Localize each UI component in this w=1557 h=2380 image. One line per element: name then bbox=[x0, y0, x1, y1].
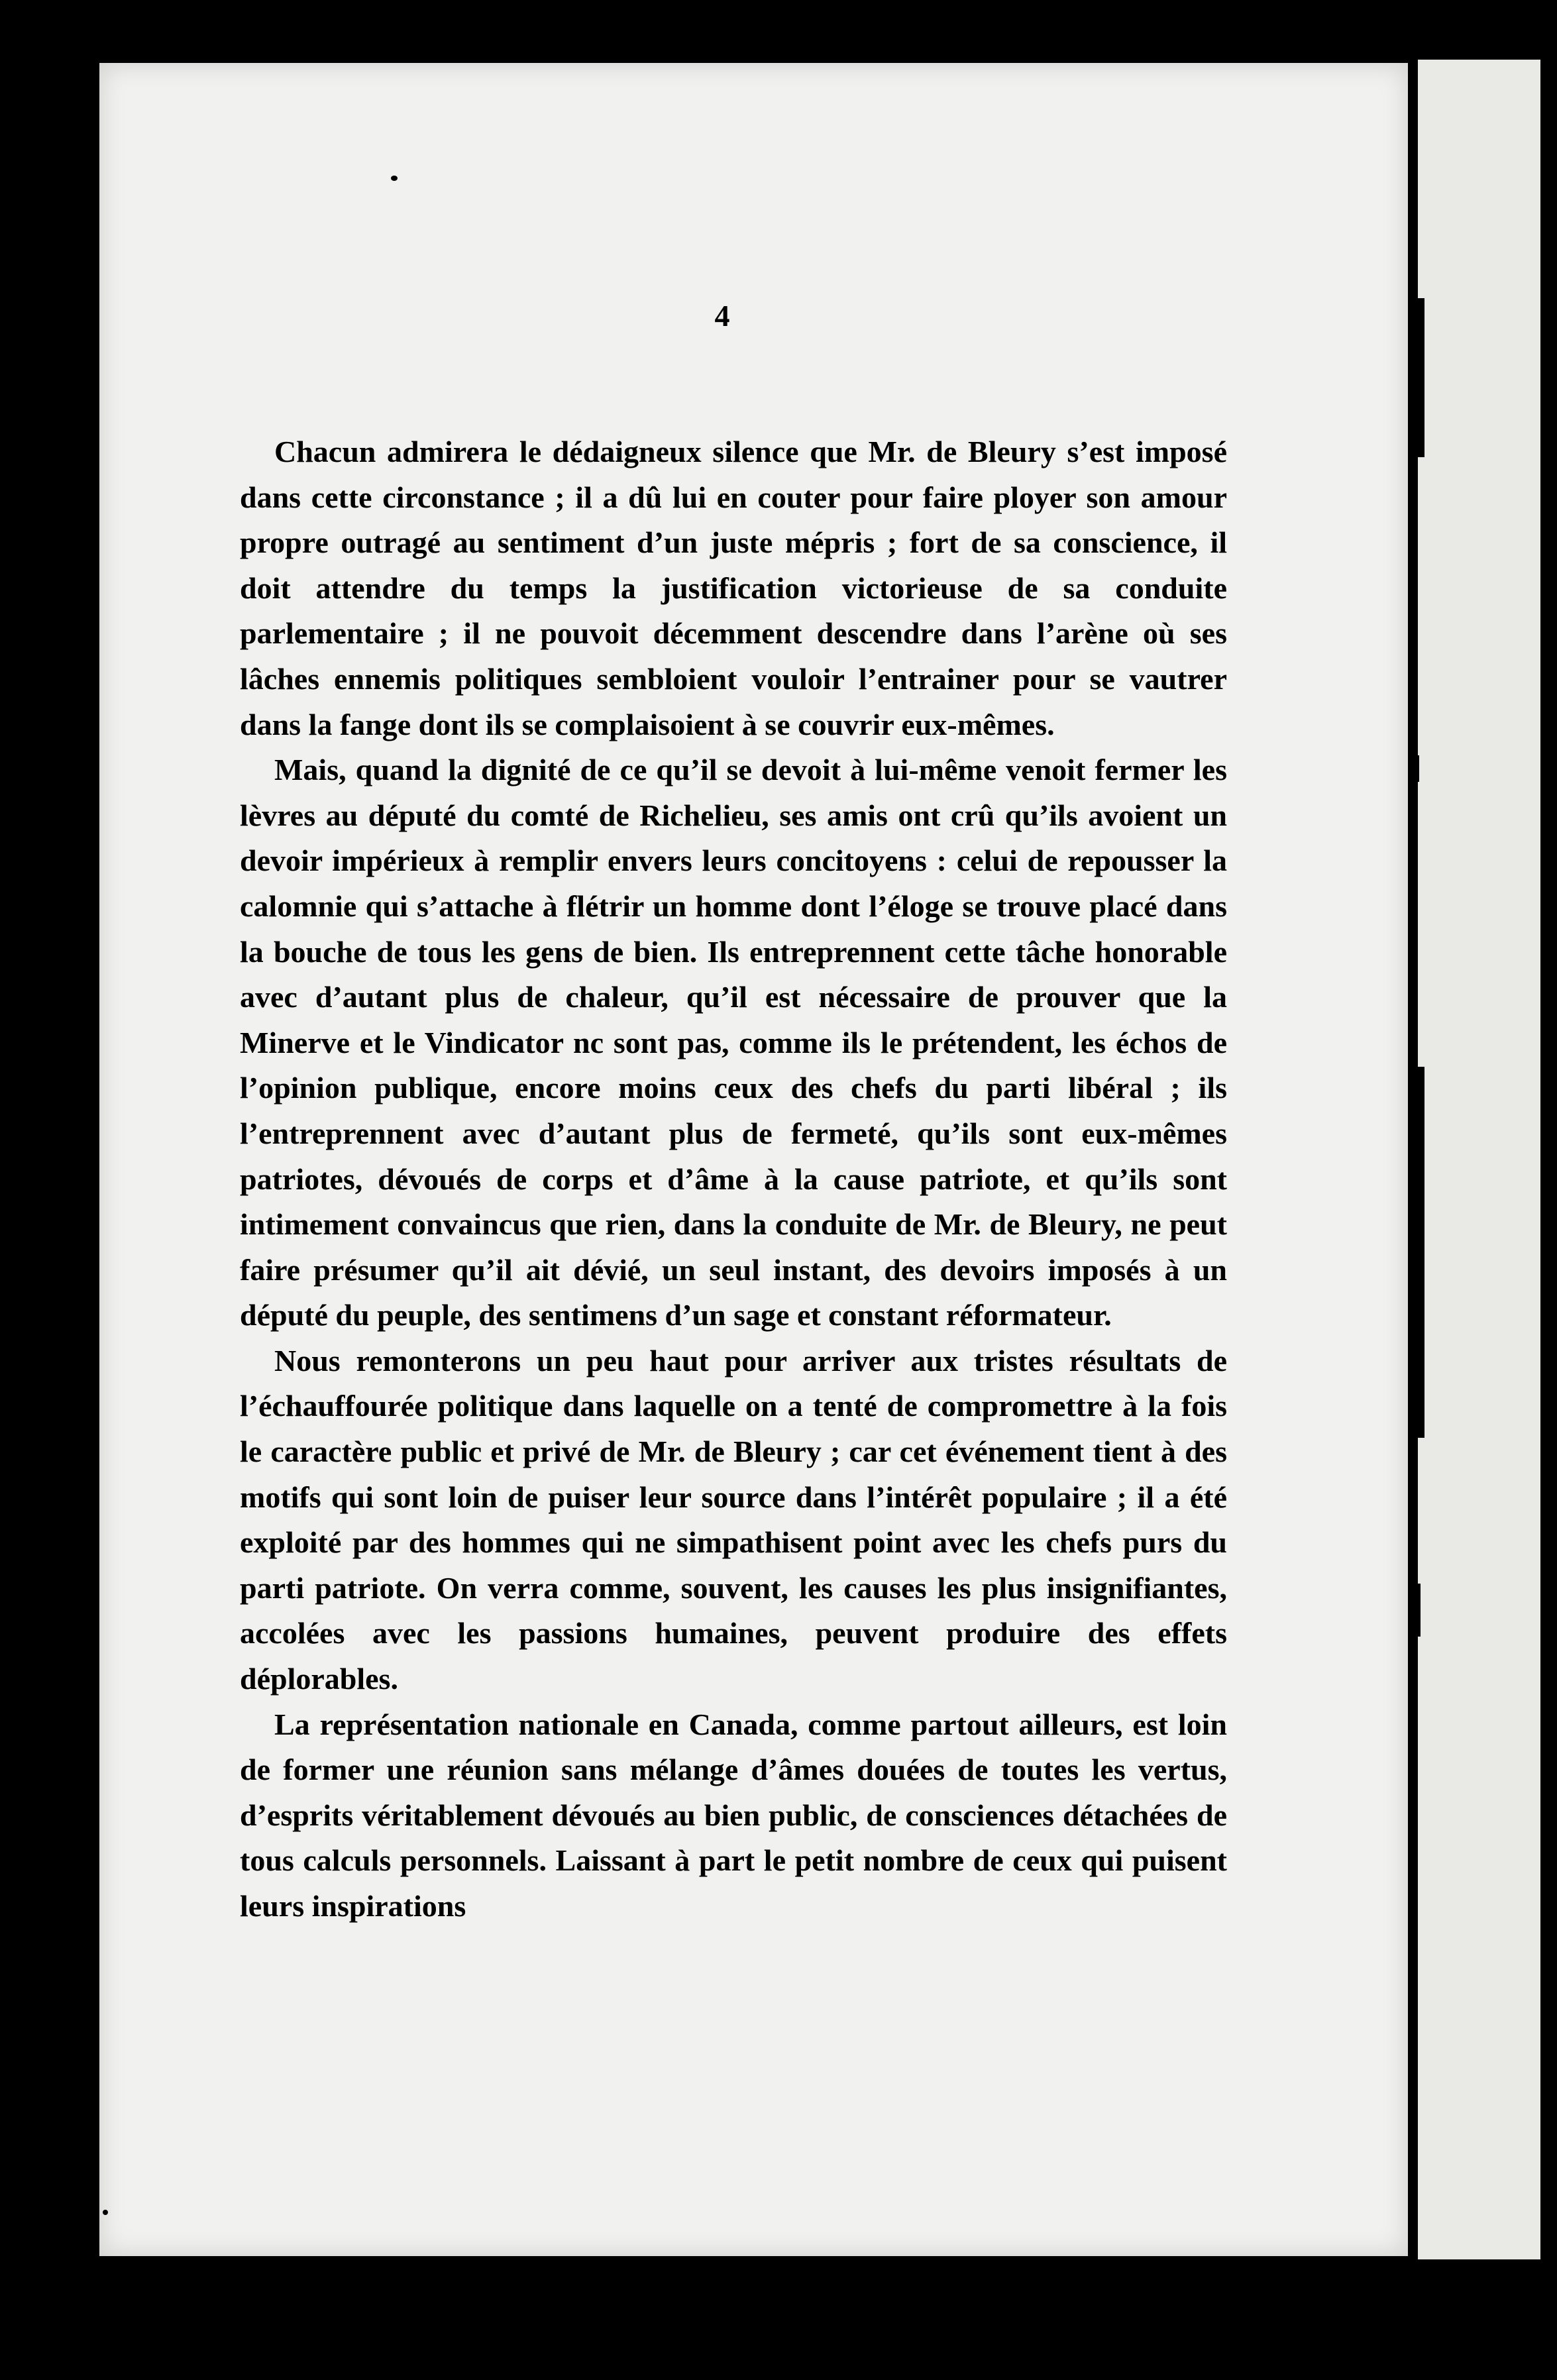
body-text bbox=[240, 429, 1227, 1929]
page-number: 4 bbox=[714, 299, 730, 333]
paragraph: Chacun admirera le dédaigneux silence que Mr. de Bleury s’est imposé dans cette circonstance ; il a dû lui en couter pour faire ployer son amour propre outragé au sentiment d’un juste mépris ; fort de sa conscience, il doit attendre du temps la justification victorieuse de sa conduite parlementaire ; il ne pouvoit décemment descendre dans l’arène où ses lâches ennemis politiques sembloient vouloir l’entrainer pour se vautrer dans la fange dont ils se complaisoient à se couvrir eux-mêmes. bbox=[240, 435, 1227, 741]
paragraph: La représentation nationale en Canada, comme partout ailleurs, est loin de former une réunion sans mélange d’âmes douées de toutes les vertus, d’esprits véritablement dévoués au bien public, de consciences détachées de tous calculs personnels. Laissant à part le petit nombre de ceux qui puisent leurs inspirations bbox=[240, 1707, 1227, 1923]
scan-speck bbox=[391, 176, 398, 181]
scan-speck bbox=[103, 2210, 108, 2215]
paragraph: Mais, quand la dignité de ce qu’il se devoit à lui-même venoit fermer les lèvres au député du comté de Richelieu, ses amis ont crû qu’ils avoient un devoir impérieux à remplir envers leurs concitoyens : celui de repousser la calomnie qui s’attache à flétrir un homme dont l’éloge se trouve placé dans la bouche de tous les gens de bien. Ils entreprennent cette tâche honorable avec d’autant plus de chaleur, qu’il est nécessaire de prouver que la Minerve et le Vindicator nc sont pas, comme ils le prétendent, les échos de l’opinion publique, encore moins ceux des chefs du parti libéral ; ils l’entreprennent avec d’autant plus de fermeté, qu’ils sont eux-mêmes patriotes, dévoués de corps et d’âme à la cause patriote, et qu’ils sont intimement convaincus que rien, dans la conduite de Mr. de Bleury, ne peut faire présumer qu’il ait dévié, un seul instant, des devoirs imposés à un député du peuple, des sentimens d’un sage et constant réformateur. bbox=[240, 753, 1227, 1332]
scan-speck bbox=[7, 1683, 15, 1692]
adjacent-page-edge bbox=[1418, 60, 1540, 2259]
paragraph: Nous remonterons un peu haut pour arriver aux tristes résultats de l’échauffourée politique dans laquelle on a tenté de compromettre à la fois le caractère public et privé de Mr. de Bleury ; car cet événement tient à des motifs qui sont loin de puiser leur source dans l’intérêt populaire ; il a été exploité par des hommes qui ne simpathisent point avec les chefs purs du parti patriote. On verra comme, souvent, les causes les plus insignifiantes, accolées avec les passions humaines, peuvent produire des effets déplorables. bbox=[240, 1343, 1227, 1696]
